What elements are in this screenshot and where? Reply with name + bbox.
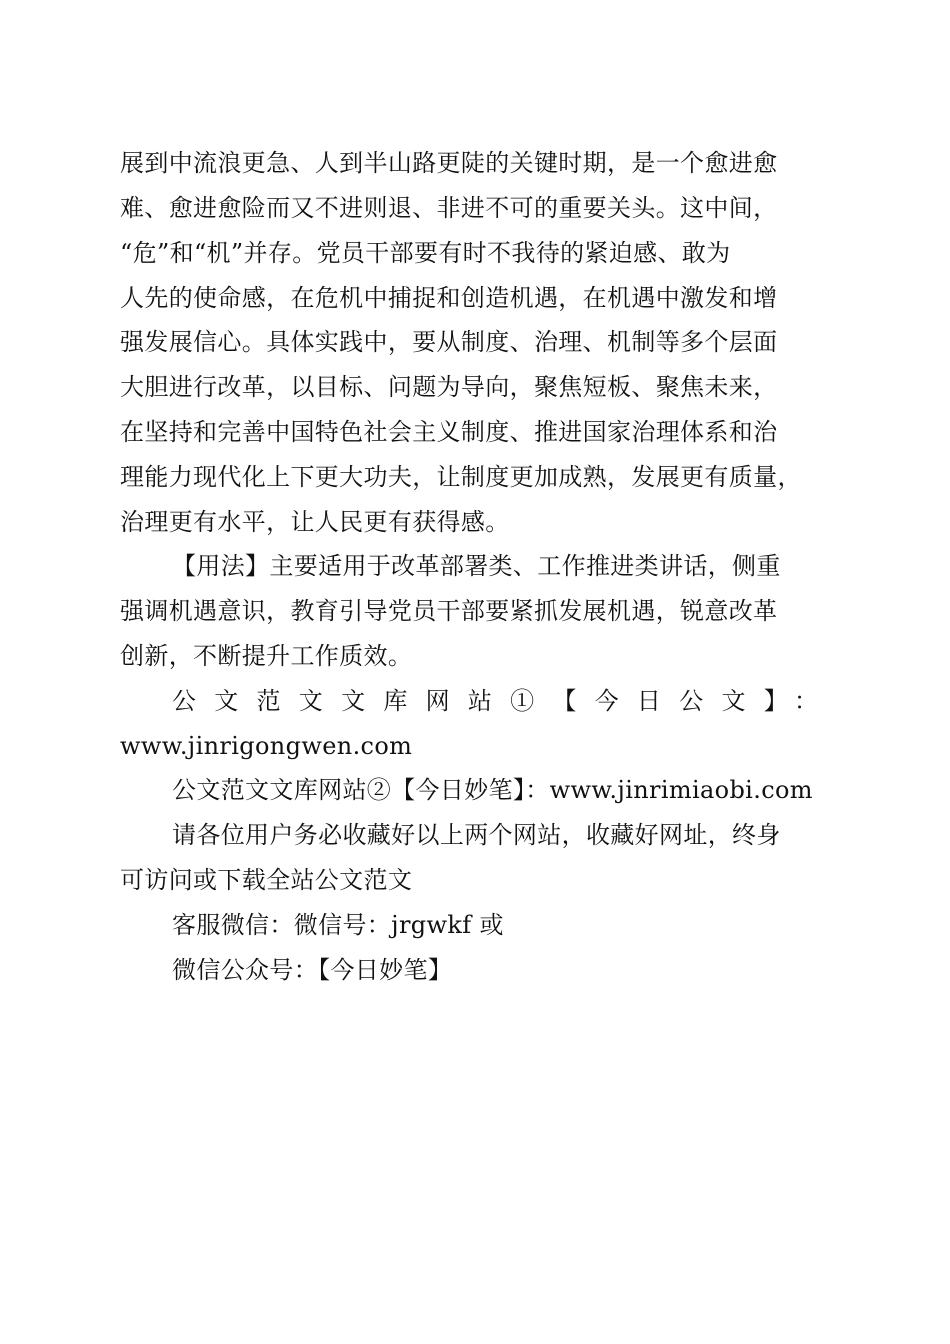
- site1-label: 公文范文文库网站①【今日公文】：: [172, 687, 824, 715]
- body-line: 理能力现代化上下更大功夫，让制度更加成熟，发展更有质量，: [120, 463, 802, 491]
- usage-line: 【用法】主要适用于改革部署类、工作推进类讲话，侧重: [172, 552, 781, 580]
- site2-line: 公文范文文库网站②【今日妙笔】：www.jinrimiaobi.com: [172, 776, 813, 804]
- usage-line: 创新，不断提升工作质效。: [120, 642, 413, 670]
- body-line: 在坚持和完善中国特色社会主义制度、推进国家治理体系和治: [120, 418, 778, 446]
- notice-line: 可访问或下载全站公文范文: [120, 866, 413, 894]
- wechat-service: 客服微信：微信号：jrgwkf 或: [172, 911, 504, 939]
- usage-line: 强调机遇意识，教育引导党员干部要紧抓发展机遇，锐意改革: [120, 597, 778, 625]
- body-line: 人先的使命感，在危机中捕捉和创造机遇，在机遇中激发和增: [120, 284, 778, 312]
- body-line: 大胆进行改革，以目标、问题为导向，聚焦短板、聚焦未来，: [120, 373, 778, 401]
- body-line: 展到中流浪更急、人到半山路更陡的关键时期，是一个愈进愈: [120, 149, 778, 177]
- wechat-account: 微信公众号：【今日妙笔】: [172, 956, 453, 984]
- site1-url[interactable]: www.jinrigongwen.com: [120, 732, 413, 760]
- body-line: 强发展信心。具体实践中，要从制度、治理、机制等多个层面: [120, 328, 778, 356]
- body-line: 治理更有水平，让人民更有获得感。: [120, 508, 510, 536]
- body-line: “危”和“机”并存。党员干部要有时不我待的紧迫感、敢为: [120, 239, 731, 267]
- notice-line: 请各位用户务必收藏好以上两个网站，收藏好网址，终身: [172, 821, 781, 849]
- body-line: 难、愈进愈险而又不进则退、非进不可的重要关头。这中间，: [120, 194, 778, 222]
